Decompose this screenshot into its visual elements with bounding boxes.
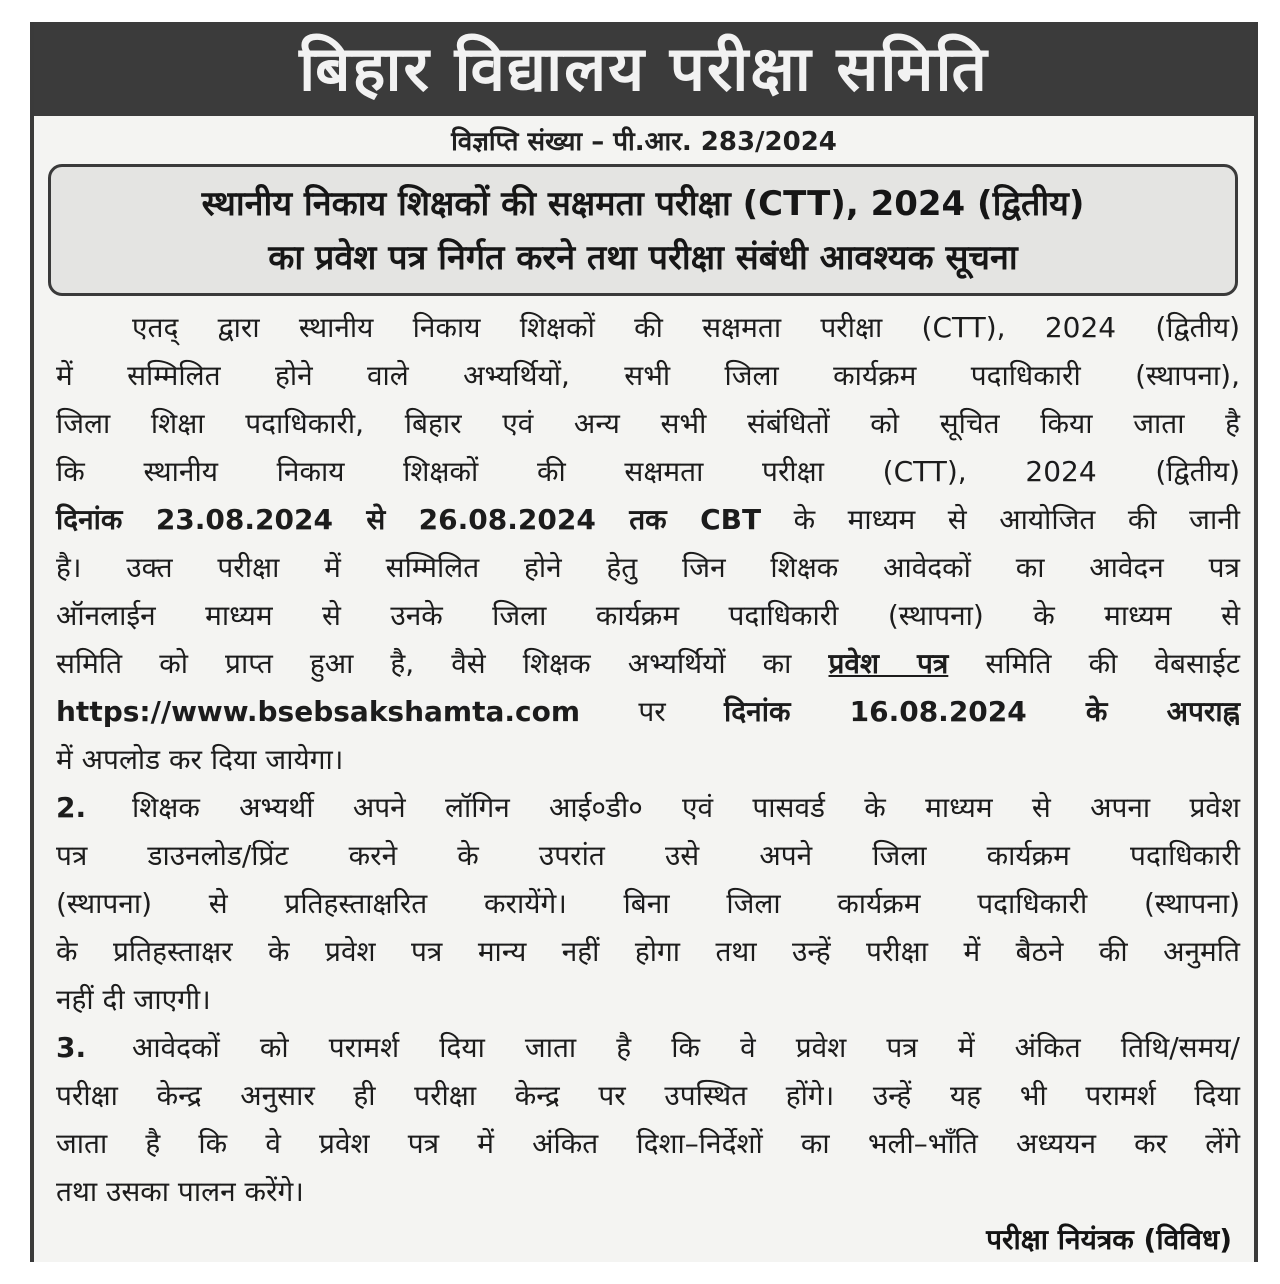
para2-line: के प्रतिहस्ताक्षर के प्रवेश पत्र मान्य नहीं होगा तथा उन्हें परीक्षा में बैठने की अनुमति <box>56 935 1240 968</box>
para1-line: जिला शिक्षा पदाधिकारी, बिहार एवं अन्य सभी संबंधितों को सूचित किया जाता है <box>56 407 1240 440</box>
para1-line: है। उक्त परीक्षा में सम्मिलित होने हेतु जिन शिक्षक आवेदकों का आवेदन पत्र <box>56 551 1240 584</box>
notice-number: विज्ञप्ति संख्या – पी.आर. 283/2024 <box>451 127 837 157</box>
para2-line: नहीं दी जाएगी। <box>56 983 211 1016</box>
press-notice <box>30 22 1258 1262</box>
para1-line: में अपलोड कर दिया जायेगा। <box>56 743 344 776</box>
subject-line-2: का प्रवेश पत्र निर्गत करने तथा परीक्षा संबंधी आवश्यक सूचना <box>268 238 1018 278</box>
para1-line: ऑनलाईन माध्यम से उनके जिला कार्यक्रम पदाधिकारी (स्थापना) के माध्यम से <box>56 599 1240 632</box>
notice-body <box>56 304 1240 1216</box>
para3-number: 3. <box>56 1031 87 1064</box>
para3-text: आवेदकों को परामर्श दिया जाता है कि वे प्रवेश पत्र में अंकित तिथि/समय/ <box>132 1031 1240 1064</box>
para3-line: परीक्षा केन्द्र अनुसार ही परीक्षा केन्द्र पर उपस्थित होंगे। उन्हें यह भी परामर्श दिया <box>56 1079 1240 1112</box>
exam-dates: दिनांक 23.08.2024 से 26.08.2024 तक CBT <box>56 503 762 536</box>
para2-text: शिक्षक अभ्यर्थी अपने लॉगिन आई०डी० एवं पासवर्ड के माध्यम से अपना प्रवेश <box>132 791 1240 824</box>
para1-text: समिति की वेबसाईट <box>948 647 1240 680</box>
para3-line: तथा उसका पालन करेंगे। <box>56 1175 304 1208</box>
para1-text: के माध्यम से आयोजित की जानी <box>761 503 1241 536</box>
para1-text: समिति को प्राप्त हुआ है, वैसे शिक्षक अभ्यर्थियों का <box>56 647 829 680</box>
para1-line: कि स्थानीय निकाय शिक्षकों की सक्षमता परीक्षा (CTT), 2024 (द्वितीय) <box>56 455 1240 488</box>
signatory-designation: परीक्षा नियंत्रक (विविध) <box>986 1223 1232 1256</box>
para3-line: जाता है कि वे प्रवेश पत्र में अंकित दिशा–निर्देशों का भली–भाँति अध्ययन कर लेंगे <box>56 1127 1240 1160</box>
para2-line: पत्र डाउनलोड/प्रिंट करने के उपरांत उसे अपने जिला कार्यक्रम पदाधिकारी <box>56 839 1240 872</box>
upload-date: दिनांक 16.08.2024 के अपराह्न <box>724 695 1240 728</box>
para1-line <box>56 496 1240 544</box>
para2-line <box>56 784 1240 832</box>
para1-line <box>56 640 1240 688</box>
subject-box <box>48 164 1238 296</box>
para1-line: एतद् द्वारा स्थानीय निकाय शिक्षकों की सक्षमता परीक्षा (CTT), 2024 (द्वितीय) <box>132 311 1240 344</box>
website-url: https://www.bsebsakshamta.com <box>56 695 581 728</box>
para2-line: (स्थापना) से प्रतिहस्ताक्षरित करायेंगे। बिना जिला कार्यक्रम पदाधिकारी (स्थापना) <box>56 887 1240 920</box>
para3-line <box>56 1024 1240 1072</box>
para1-line: में सम्मिलित होने वाले अभ्यर्थियों, सभी जिला कार्यक्रम पदाधिकारी (स्थापना), <box>56 359 1240 392</box>
para1-line <box>56 688 1240 736</box>
para2-number: 2. <box>56 791 87 824</box>
subject-line-1: स्थानीय निकाय शिक्षकों की सक्षमता परीक्षा (CTT), 2024 (द्वितीय) <box>201 184 1085 224</box>
para1-text: पर <box>580 695 725 728</box>
admit-card-term: प्रवेश पत्र <box>828 647 949 680</box>
board-title-banner: बिहार विद्यालय परीक्षा समिति <box>34 22 1254 116</box>
